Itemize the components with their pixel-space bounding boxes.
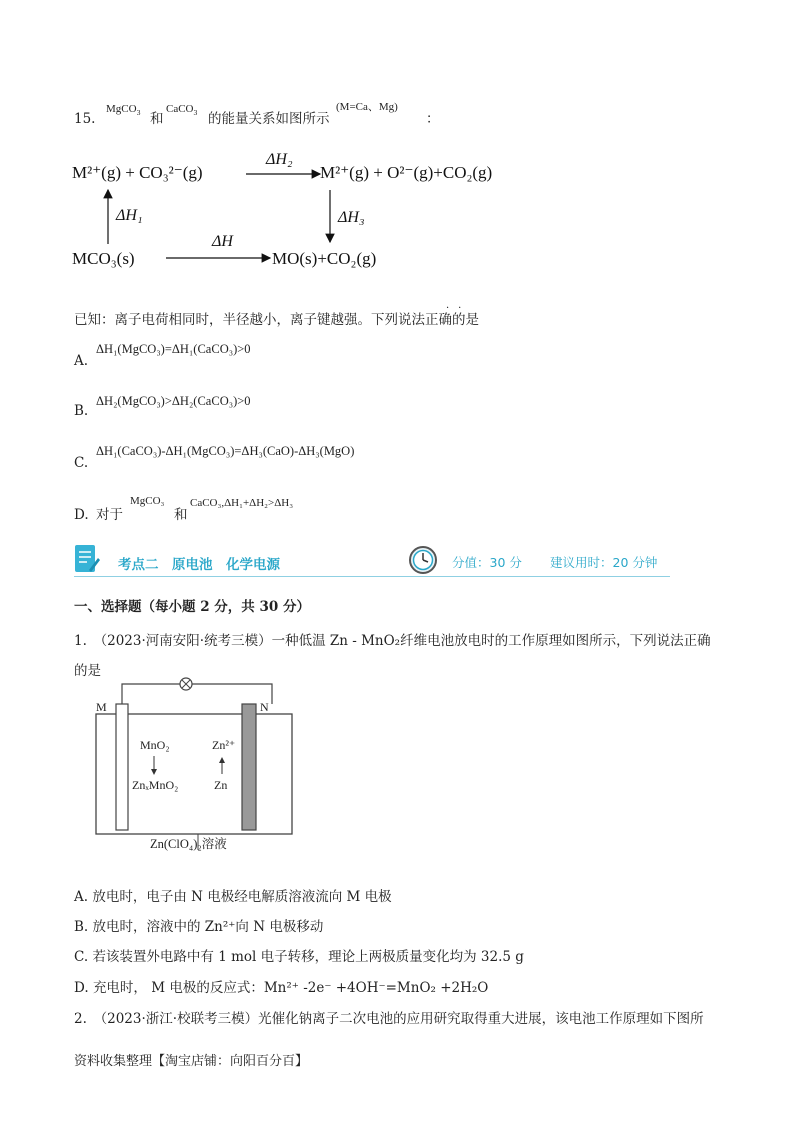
- electrode-n-label: N: [260, 700, 269, 714]
- page-footer: 资料收集整理【淘宝店铺：向阳百分百】: [74, 1054, 309, 1069]
- part-heading: 一、选择题（每小题 2 分，共 30 分）: [74, 599, 310, 615]
- solution-label: Zn(ClO₄)₂溶液: [150, 837, 227, 851]
- option-letter: D.: [74, 980, 89, 996]
- option-letter: D.: [74, 507, 89, 523]
- option-text: ΔH₁(CaCO₃)-ΔH₁(MgCO₃)=ΔH₃(CaO)-ΔH₃(MgO): [96, 444, 355, 458]
- diagram-top-right: M²⁺(g) + O²⁻(g)+CO₂(g): [320, 163, 493, 182]
- option-prefix: 对于: [96, 507, 123, 523]
- znxmno2-label: ZnₓMnO₂: [132, 778, 179, 792]
- zn-label: Zn: [214, 778, 228, 792]
- dh1-label: ΔH₁: [116, 207, 143, 224]
- section-header: [74, 542, 670, 578]
- electrode-m-label: M: [96, 700, 107, 714]
- dh3-label: ΔH₃: [338, 209, 365, 226]
- q1-option-a: [74, 888, 392, 906]
- q2-line1: 2. （2023·浙江·校联考三模）光催化钠离子二次电池的应用研究取得重大进展，该电池工作原理如下图所: [74, 1011, 704, 1027]
- q15-known: 已知：离子电荷相同时，半径越小，离子键越强。下列说法正确的是: [74, 312, 479, 328]
- option-text: 充电时， M 电极的反应式：Mn²⁺ -2e⁻ +4OH⁻=MnO₂ +2H₂O: [92, 980, 489, 996]
- section-time: 建议用时：20 分钟: [550, 555, 658, 570]
- q15-number: 15.: [74, 111, 96, 127]
- q15-mgco3: MgCO$_3$: [106, 103, 141, 118]
- q15-paren: (M=Ca、Mg): [336, 101, 398, 113]
- option-text-b: CaCO₃,ΔH₁+ΔH₂>ΔH₃: [190, 497, 294, 509]
- clock-icon: [408, 545, 438, 575]
- diagram-bottom-left: MCO₃(s): [72, 249, 135, 268]
- q1-line2: 的是: [74, 663, 101, 679]
- q1-option-b: [74, 918, 323, 936]
- option-letter: C.: [74, 455, 89, 471]
- dh2-label: ΔH₂: [266, 151, 293, 168]
- dh-label: ΔH: [212, 233, 233, 250]
- q1-option-d: [74, 979, 488, 997]
- option-text: ΔH₁(MgCO₃)=ΔH₁(CaCO₃)>0: [96, 342, 251, 356]
- option-letter: B.: [74, 919, 89, 935]
- option-text: 若该装置外电路中有 1 mol 电子转移，理论上两极质量变化均为 32.5 g: [92, 949, 524, 965]
- option-text: ΔH₂(MgCO₃)>ΔH₂(CaCO₃)>0: [96, 394, 251, 408]
- section-title: 考点二 原电池 化学电源: [118, 557, 280, 573]
- battery-diagram: [94, 674, 294, 864]
- q1-option-c: [74, 948, 524, 966]
- option-letter: C.: [74, 949, 89, 965]
- q15-text: 的能量关系如图所示: [208, 111, 330, 127]
- q1-line1: 1. （2023·河南安阳·统考三模）一种低温 Zn - MnO₂纤维电池放电时的工作原理如图所示，下列说法正确: [74, 633, 711, 649]
- zn2-label: Zn²⁺: [212, 738, 236, 752]
- emphasis-dots: ··: [446, 303, 471, 314]
- q15-caco3: CaCO$_3$: [166, 103, 198, 118]
- option-letter: A.: [74, 353, 89, 369]
- q15-and: 和: [150, 111, 164, 127]
- mno2-label: MnO₂: [140, 738, 170, 752]
- option-letter: B.: [74, 403, 89, 419]
- notebook-icon: [74, 544, 100, 574]
- option-text-a: MgCO₃: [130, 495, 165, 507]
- diagram-top-left: M²⁺(g) + CO₃²⁻(g): [72, 163, 203, 182]
- energy-cycle-diagram: [70, 140, 510, 280]
- section-underline: [74, 576, 670, 577]
- diagram-bottom-right: MO(s)+CO₂(g): [272, 249, 377, 268]
- option-text: 放电时，溶液中的 Zn²⁺向 N 电极移动: [92, 919, 324, 935]
- option-letter: A.: [74, 889, 89, 905]
- option-and: 和: [174, 507, 188, 523]
- section-score: 分值：30 分: [452, 555, 522, 570]
- q15-colon: ：: [426, 111, 440, 127]
- option-text: 放电时，电子由 N 电极经电解质溶液流向 M 电极: [92, 889, 392, 905]
